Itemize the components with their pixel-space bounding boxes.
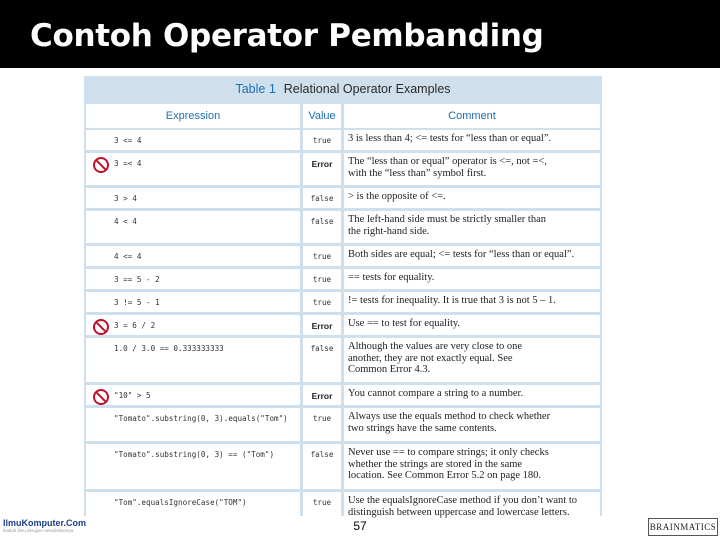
table-header-row xyxy=(86,104,600,128)
expression-cell xyxy=(86,315,300,335)
comment-text: > is the opposite of <=. xyxy=(348,191,446,202)
comment-text: The left-hand side must be strictly smaller than the right-hand side. xyxy=(348,214,546,237)
table-row xyxy=(86,211,600,243)
value-cell xyxy=(303,338,341,382)
comment-cell xyxy=(344,408,600,441)
table-caption xyxy=(84,76,602,102)
table-row xyxy=(86,408,600,441)
comment-text: Use == to test for equality. xyxy=(348,318,461,329)
expression-cell xyxy=(86,188,300,208)
expression-text: 1.0 / 3.0 == 0.333333333 xyxy=(114,344,224,353)
comment-text: == tests for equality. xyxy=(348,272,435,283)
expression-cell xyxy=(86,246,300,266)
value-cell xyxy=(303,211,341,243)
value-text: true xyxy=(312,414,332,423)
value-cell xyxy=(303,188,341,208)
expression-cell xyxy=(86,130,300,150)
comment-text: 3 is less than 4; <= tests for “less than or equal”. xyxy=(348,133,552,144)
table-row xyxy=(86,246,600,266)
value-cell xyxy=(303,385,341,405)
table-row xyxy=(86,338,600,382)
value-text: false xyxy=(310,194,334,203)
expression-text: "Tomato".substring(0, 3) == ("Tom") xyxy=(114,450,275,459)
expression-text: 3 != 5 - 1 xyxy=(114,298,160,307)
value-cell xyxy=(303,444,341,489)
table-row xyxy=(86,130,600,150)
comment-text: Both sides are equal; <= tests for “less than or equal”. xyxy=(348,249,575,260)
relational-operator-table xyxy=(84,76,602,516)
value-text: true xyxy=(312,275,332,284)
value-text: false xyxy=(310,450,334,459)
table-row xyxy=(86,385,600,405)
expression-text: 3 <= 4 xyxy=(114,136,142,145)
no-entry-icon xyxy=(93,389,109,405)
expression-text: 4 <= 4 xyxy=(114,252,142,261)
slide-title: Contoh Operator Pembanding xyxy=(30,18,544,54)
comment-cell xyxy=(344,338,600,382)
comment-cell xyxy=(344,492,600,525)
no-entry-icon xyxy=(93,157,109,173)
ilmukomputer-logo xyxy=(3,518,87,538)
comment-cell xyxy=(344,385,600,405)
value-text: true xyxy=(312,252,332,261)
expression-cell xyxy=(86,408,300,441)
expression-cell xyxy=(86,269,300,289)
expression-cell xyxy=(86,385,300,405)
comment-cell xyxy=(344,246,600,266)
brainmatics-logo: BRAINMATICS xyxy=(648,518,718,536)
value-cell xyxy=(303,153,341,185)
table-row xyxy=(86,153,600,185)
header-comment: Comment xyxy=(344,104,600,128)
header-expression: Expression xyxy=(86,104,300,128)
table-row xyxy=(86,315,600,335)
header-value: Value xyxy=(303,104,341,128)
expression-text: "Tom".equalsIgnoreCase("TOM") xyxy=(114,498,247,507)
comment-cell xyxy=(344,269,600,289)
value-cell xyxy=(303,315,341,335)
comment-text: != tests for inequality. It is true that 3 is not 5 – 1. xyxy=(348,295,556,306)
expression-text: 3 =< 4 xyxy=(114,159,142,168)
comment-text: Always use the equals method to check whether two strings have the same contents. xyxy=(348,411,551,434)
expression-text: 3 > 4 xyxy=(114,194,137,203)
value-text: true xyxy=(312,498,332,507)
title-bar xyxy=(0,0,720,68)
comment-text: The “less than or equal” operator is <=, not =<, with the “less than” symbol first. xyxy=(348,156,547,179)
expression-text: "10" > 5 xyxy=(114,391,151,400)
value-text: false xyxy=(310,217,334,226)
value-text: true xyxy=(312,298,332,307)
expression-text: 3 == 5 - 2 xyxy=(114,275,160,284)
table-row xyxy=(86,188,600,208)
value-text: Error xyxy=(311,159,333,169)
no-entry-icon xyxy=(93,319,109,335)
expression-cell xyxy=(86,444,300,489)
value-cell xyxy=(303,408,341,441)
expression-text: "Tomato".substring(0, 3).equals("Tom") xyxy=(114,414,288,423)
expression-cell xyxy=(86,292,300,312)
comment-text: You cannot compare a string to a number. xyxy=(348,388,524,399)
comment-cell xyxy=(344,292,600,312)
comment-text: Never use == to compare strings; it only checks whether the strings are stored in the same location. See Common Error 5.2 on page 180. xyxy=(348,447,549,481)
comment-cell xyxy=(344,315,600,335)
expression-text: 4 < 4 xyxy=(114,217,137,226)
expression-cell xyxy=(86,153,300,185)
comment-cell xyxy=(344,211,600,243)
table-row xyxy=(86,292,600,312)
value-text: Error xyxy=(311,391,333,401)
expression-cell xyxy=(86,338,300,382)
expression-cell xyxy=(86,211,300,243)
expression-text: 3 = 6 / 2 xyxy=(114,321,156,330)
comment-cell xyxy=(344,188,600,208)
table-caption-number: Table 1 xyxy=(235,82,276,96)
table-caption-text: Relational Operator Examples xyxy=(283,82,451,96)
page-number: 57 xyxy=(353,519,367,533)
table-row xyxy=(86,444,600,489)
value-cell xyxy=(303,269,341,289)
value-text: false xyxy=(310,344,334,353)
expression-cell xyxy=(86,492,300,525)
comment-cell xyxy=(344,153,600,185)
value-text: true xyxy=(312,136,332,145)
comment-cell xyxy=(344,444,600,489)
ilmukomputer-logo-text: IlmuKomputer.Com xyxy=(3,518,87,528)
comment-cell xyxy=(344,130,600,150)
value-cell xyxy=(303,492,341,525)
ilmukomputer-logo-tagline: Ikatlah ilmu dengan menuliskannya xyxy=(3,528,74,533)
comment-text: Although the values are very close to one another, they are not exactly equal. See Common Error 4.3. xyxy=(348,341,523,375)
value-cell xyxy=(303,130,341,150)
comment-text: Use the equalsIgnoreCase method if you don’t want to distinguish between uppercase and lowercase letters. xyxy=(348,495,578,518)
value-text: Error xyxy=(311,321,333,331)
value-cell xyxy=(303,292,341,312)
table-row xyxy=(86,269,600,289)
value-cell xyxy=(303,246,341,266)
